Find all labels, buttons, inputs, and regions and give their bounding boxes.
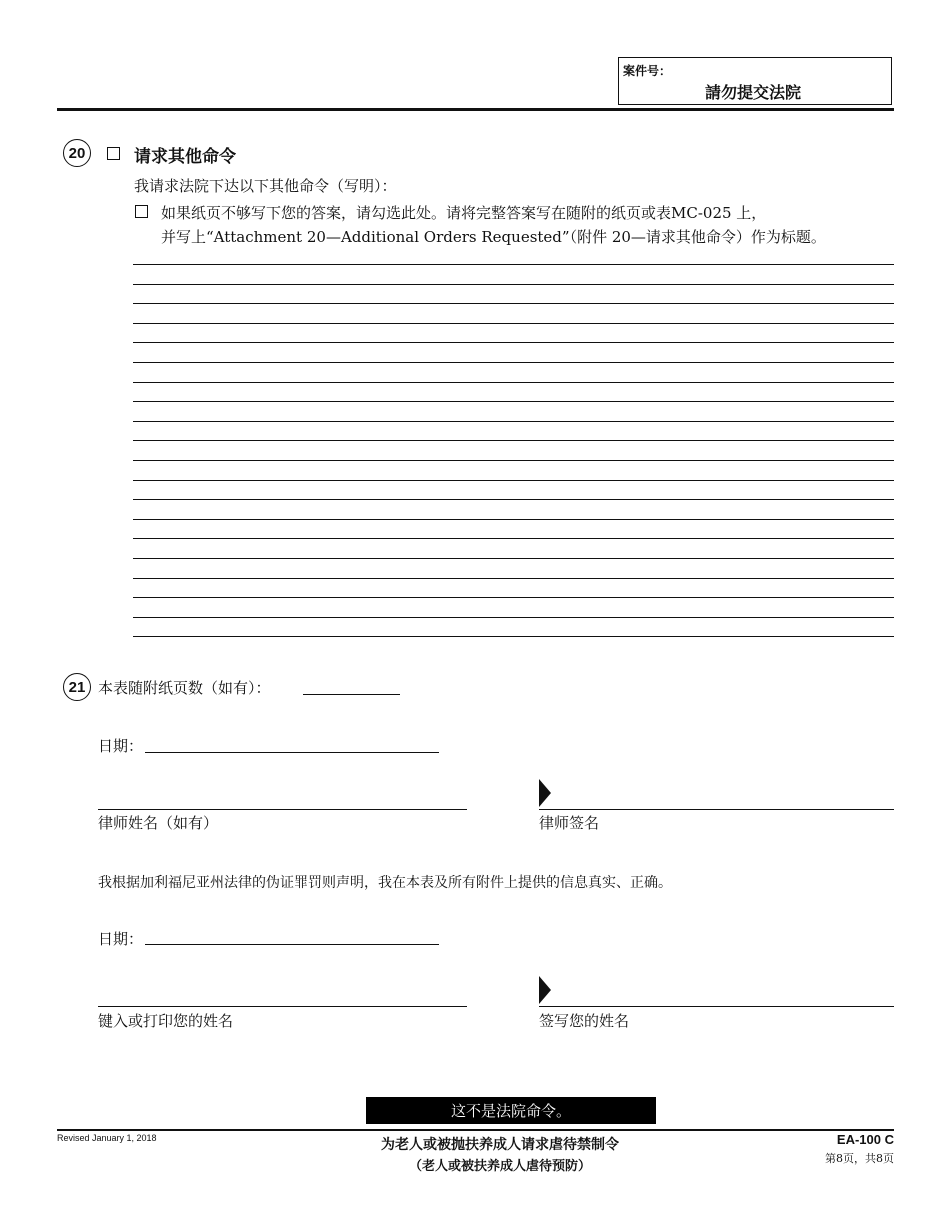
writing-line[interactable] — [133, 538, 894, 539]
writing-line[interactable] — [133, 636, 894, 637]
case-number-box — [618, 57, 892, 105]
form-title: 为老人或被抛扶养成人请求虐待禁制令 — [381, 1137, 619, 1153]
case-number-label: 案件号： — [623, 64, 672, 78]
declarant-name-field[interactable] — [98, 1006, 467, 1007]
attached-pages-label: 本表随附纸页数（如有）： — [98, 679, 271, 697]
attached-pages-field[interactable] — [303, 694, 400, 695]
writing-line[interactable] — [133, 597, 894, 598]
item-number-21: 21 — [63, 673, 91, 701]
declarant-name-caption: 键入或打印您的姓名 — [98, 1012, 234, 1030]
declarant-signature-field[interactable] — [539, 1006, 894, 1007]
writing-line[interactable] — [133, 284, 894, 285]
writing-line[interactable] — [133, 480, 894, 481]
item-number-20: 20 — [63, 139, 91, 167]
revised-date: Revised January 1, 2018 — [57, 1133, 157, 1143]
page-info: 第8页，共8页 — [825, 1152, 894, 1165]
attorney-signature-caption: 律师签名 — [539, 814, 600, 832]
declarant-date-label: 日期： — [98, 930, 144, 948]
attorney-signature-field[interactable] — [539, 809, 894, 810]
writing-line[interactable] — [133, 362, 894, 363]
attachment-20-line2: 并写上“Attachment 20—Additional Orders Requested”（附件 20—请求其他命令）作为标题。 — [161, 228, 826, 246]
writing-line[interactable] — [133, 519, 894, 520]
footer-rule — [57, 1129, 894, 1131]
writing-line[interactable] — [133, 303, 894, 304]
form-number: EA-100 C — [836, 1132, 894, 1147]
header-rule — [57, 108, 894, 111]
writing-line[interactable] — [133, 578, 894, 579]
not-court-order-notice: 这不是法院命令。 — [366, 1097, 656, 1124]
attorney-name-caption: 律师姓名（如有） — [98, 814, 219, 832]
signature-arrow-icon — [539, 976, 551, 1004]
writing-line[interactable] — [133, 617, 894, 618]
writing-line[interactable] — [133, 440, 894, 441]
declarant-signature-caption: 签写您的姓名 — [539, 1012, 630, 1030]
case-number-value: 請勿提交法院 — [705, 85, 802, 102]
attorney-date-field[interactable] — [145, 752, 439, 753]
writing-line[interactable] — [133, 382, 894, 383]
section-20-title: 请求其他命令 — [134, 147, 236, 167]
writing-line[interactable] — [133, 499, 894, 500]
section-20-instruction: 我请求法院下达以下其他命令（写明）： — [134, 177, 397, 195]
signature-arrow-icon — [539, 779, 551, 807]
form-subtitle: （老人或被扶养成人虐待预防） — [408, 1159, 591, 1174]
writing-line[interactable] — [133, 421, 894, 422]
writing-line[interactable] — [133, 264, 894, 265]
other-orders-checkbox[interactable] — [107, 147, 120, 160]
perjury-declaration: 我根据加利福尼亚州法律的伪证罪罚则声明，我在本表及所有附件上提供的信息真实、正确。 — [98, 875, 672, 891]
writing-line[interactable] — [133, 460, 894, 461]
declarant-date-field[interactable] — [145, 944, 439, 945]
attachment-20-line1: 如果纸页不够写下您的答案，请勾选此处。请将完整答案写在随附的纸页或表MC-025 上， — [161, 204, 767, 222]
writing-line[interactable] — [133, 558, 894, 559]
writing-line[interactable] — [133, 401, 894, 402]
writing-line[interactable] — [133, 323, 894, 324]
attorney-name-field[interactable] — [98, 809, 467, 810]
attachment-20-checkbox[interactable] — [135, 205, 148, 218]
writing-line[interactable] — [133, 342, 894, 343]
attorney-date-label: 日期： — [98, 737, 144, 755]
